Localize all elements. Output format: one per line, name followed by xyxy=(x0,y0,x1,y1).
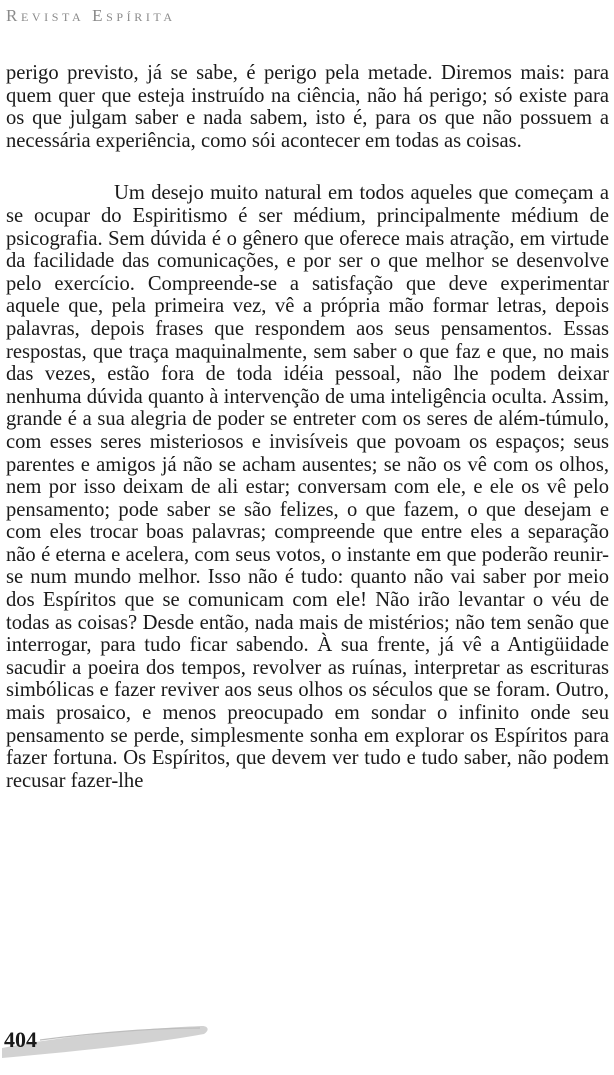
running-header: Revista Espírita xyxy=(6,6,176,25)
paragraph: perigo previsto, já se sabe, é perigo pela metade. Diremos mais: para quem quer que esteja instruído na ciência, não há perigo; só existe para os que julgam saber e nada sabem, isto é, para os que não possuem a necessária experiência, como sói acontecer em todas as coisas. xyxy=(6,62,609,152)
body-text xyxy=(6,62,609,792)
paragraph: Um desejo muito natural em todos aqueles que começam a se ocupar do Espiritismo é ser médium, principalmente médium de psicografia. Sem dúvida é o gênero que oferece mais atração, em virtude da facilidade das comunicações, e por ser o que melhor se desenvolve pelo exercício. Compreende-se a satisfação que deve experimentar aquele que, pela primeira vez, vê a própria mão formar letras, depois palavras, depois frases que respondem aos seus pensamentos. Essas respostas, que traça maquinalmente, sem saber o que faz e que, no mais das vezes, estão fora de toda idéia pessoal, não lhe podem deixar nenhuma dúvida quanto à intervenção de uma inteligência oculta. Assim, grande é a sua alegria de poder se entreter com os seres de além-túmulo, com esses seres misteriosos e invisíveis que povoam os espaços; seus parentes e amigos já não se acham ausentes; se não os vê com os olhos, nem por isso deixam de ali estar; conversam com ele, e ele os vê pelo pensamento; pode saber se são felizes, o que fazem, o que desejam e com eles trocar boas palavras; compreende que entre eles a separação não é eterna e acelera, com seus votos, o instante em que poderão reunir-se num mundo melhor. Isso não é tudo: quanto não vai saber por meio dos Espíritos que se comunicam com ele! Não irão levantar o véu de todas as coisas? Desde então, nada mais de mistérios; não tem senão que interrogar, para tudo ficar sabendo. À sua frente, já vê a Antigüidade sacudir a poeira dos tempos, revolver as ruínas, interpretar as escrituras simbólicas e fazer reviver aos seus olhos os séculos que se foram. Outro, mais prosaico, e menos preocupado em sondar o infinito onde seu pensamento se perde, simplesmente sonha em explorar os Espíritos para fazer fortuna. Os Espíritos, que devem ver tudo e tudo saber, não podem recusar fazer-lhe xyxy=(6,182,609,792)
page-number: 404 xyxy=(4,1027,37,1052)
